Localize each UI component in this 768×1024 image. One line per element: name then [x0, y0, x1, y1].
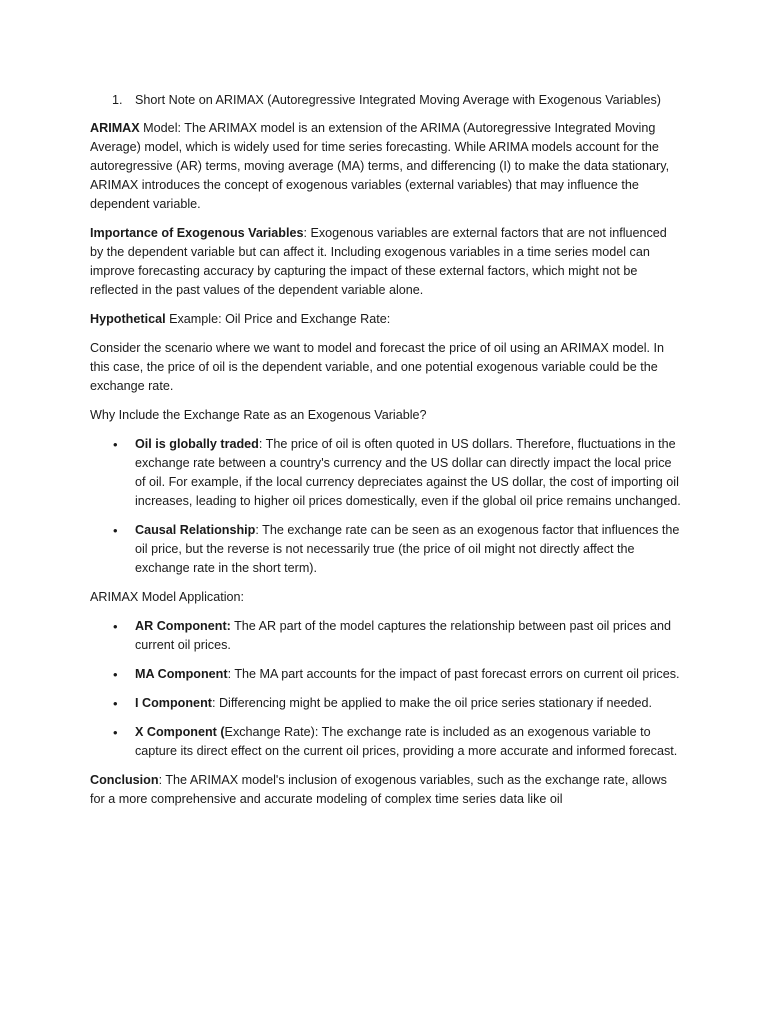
- bullet-text: : The exchange rate can be seen as an exogenous factor that influences the oil price, but the reverse is not necessarily true (the price of oil might not directly affect the exchange rate in the short term).: [135, 523, 680, 575]
- conclusion-text: : The ARIMAX model's inclusion of exogenous variables, such as the exchange rate, allows for a more comprehensive and accurate modeling of complex time series data like oil: [90, 773, 667, 806]
- why-heading: Why Include the Exchange Rate as an Exogenous Variable?: [90, 408, 427, 422]
- list-item: [90, 694, 682, 713]
- intro-bold-term: ARIMAX: [90, 121, 140, 135]
- bullet-text: Exchange Rate): The exchange rate is included as an exogenous variable to capture its direct effect on the current oil prices, providing a more accurate and informed forecast.: [135, 725, 678, 758]
- list-item: [90, 723, 682, 761]
- importance-bold-term: Importance of Exogenous Variables: [90, 226, 304, 240]
- list-item: [90, 521, 682, 578]
- list-item: [90, 617, 682, 655]
- intro-paragraph: [90, 119, 682, 214]
- importance-text: : Exogenous variables are external factors that are not influenced by the dependent variable but can affect it. Including exogenous variables in a time series model can improve forecasting accuracy by capturing the impact of these external factors, which might not be reflected in the past values of the dependent variable alone.: [90, 226, 667, 297]
- bullet-bold-term: MA Component: [135, 667, 228, 681]
- bullet-bold-term: Oil is globally traded: [135, 437, 259, 451]
- importance-paragraph: [90, 224, 682, 300]
- application-bullet-list: [90, 617, 682, 761]
- list-item: [90, 435, 682, 511]
- bullet-text: : Differencing might be applied to make the oil price series stationary if needed.: [211, 696, 653, 710]
- scenario-paragraph: Consider the scenario where we want to model and forecast the price of oil using an ARIMAX model. In this case, the price of oil is the dependent variable, and one potential exogenous variable could be the exchange rate.: [90, 341, 665, 393]
- example-bold-term: Hypothetical: [90, 312, 166, 326]
- example-heading-text: Example: Oil Price and Exchange Rate:: [165, 312, 391, 326]
- conclusion-paragraph: [90, 771, 682, 809]
- note-title: Short Note on ARIMAX (Autoregressive Integrated Moving Average with Exogenous Variables): [135, 93, 661, 107]
- bullet-bold-term: I Component: [135, 696, 212, 710]
- why-bullet-list: [90, 435, 682, 578]
- bullet-icon: •: [113, 667, 118, 682]
- intro-text: Model: The ARIMAX model is an extension of the ARIMA (Autoregressive Integrated Moving Average) model, which is widely used for time series forecasting. While ARIMA models account for the autoregressive (AR) terms, moving average (MA) terms, and differencing (I) to make the data stationary, ARIMAX introduces the concept of exogenous variables (external variables) that may influence the dependent variable.: [90, 121, 670, 211]
- bullet-text: The AR part of the model captures the relationship between past oil prices and current oil prices.: [135, 619, 671, 652]
- list-item: [90, 665, 682, 684]
- bullet-icon: •: [113, 437, 118, 452]
- bullet-text: : The price of oil is often quoted in US dollars. Therefore, fluctuations in the exchange rate between a country's currency and the US dollar can directly impact the local price of oil. For example, if the local currency depreciates against the US dollar, the cost of importing oil increases, leading to higher oil prices domestically, even if the global oil price remains unchanged.: [135, 437, 681, 508]
- bullet-icon: •: [113, 725, 118, 740]
- conclusion-bold-term: Conclusion: [90, 773, 159, 787]
- bullet-icon: •: [113, 619, 118, 634]
- document-page: [90, 91, 682, 819]
- bullet-text: : The MA part accounts for the impact of past forecast errors on current oil prices.: [227, 667, 680, 681]
- example-heading: [90, 310, 682, 329]
- bullet-bold-term: Causal Relationship: [135, 523, 256, 537]
- bullet-bold-term: X Component (: [135, 725, 225, 739]
- list-number: 1.: [112, 93, 123, 107]
- numbered-item-title: [90, 91, 682, 110]
- bullet-bold-term: AR Component:: [135, 619, 231, 633]
- application-heading: ARIMAX Model Application:: [90, 590, 244, 604]
- bullet-icon: •: [113, 523, 118, 538]
- bullet-icon: •: [113, 696, 118, 711]
